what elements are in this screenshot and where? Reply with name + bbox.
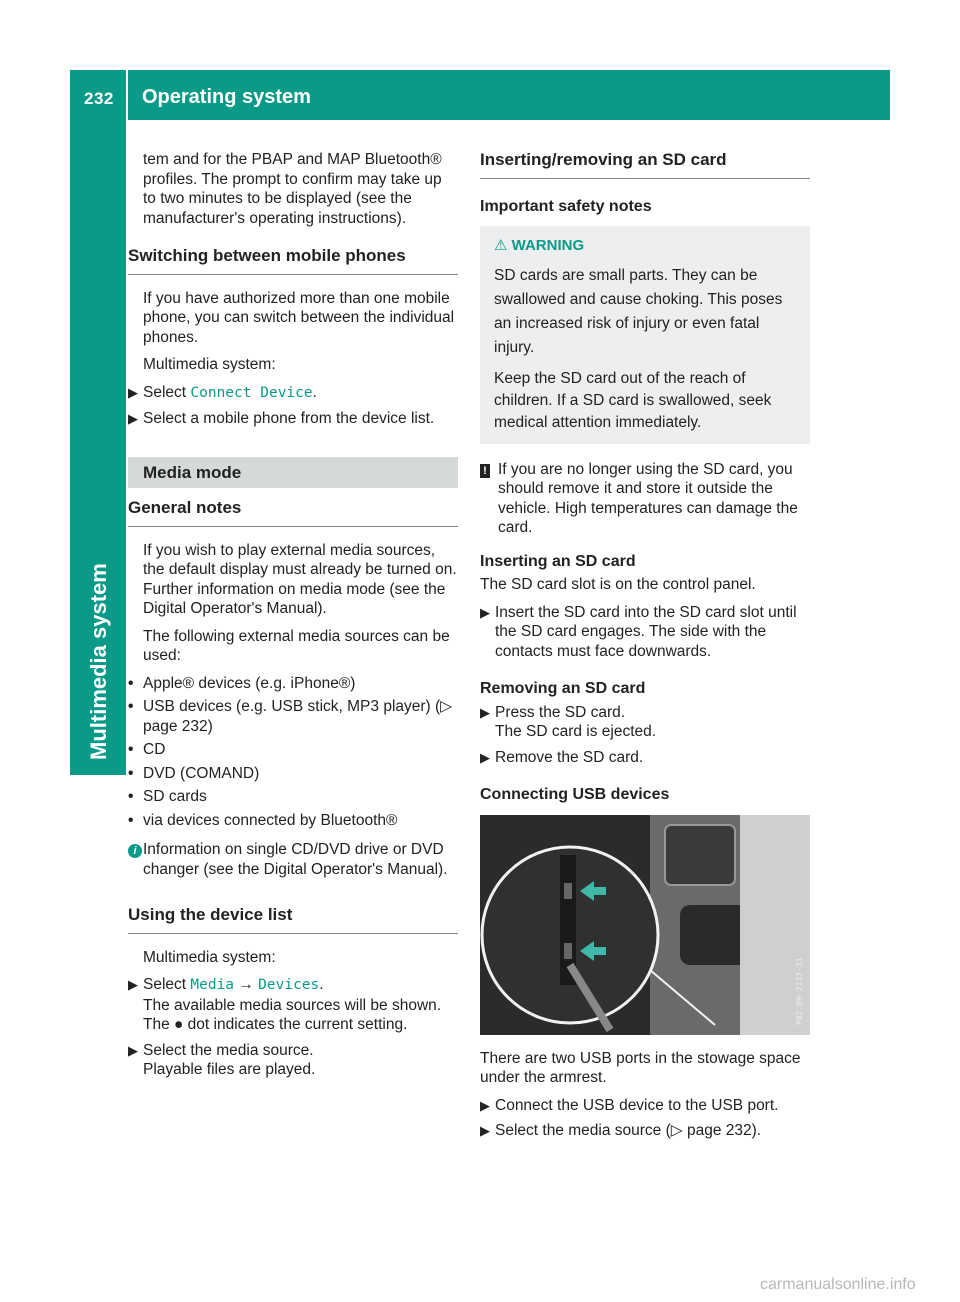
inserting-text: The SD card slot is on the control panel. [480, 576, 756, 593]
list-item: • USB devices (e.g. USB stick, MP3 player) (▷ page 232) [128, 698, 453, 735]
arrow-marker-icon: ▶ [128, 411, 138, 426]
media-link[interactable]: Media [190, 977, 235, 993]
intro-text: tem and for the PBAP and MAP Bluetooth® profiles. The prompt to confirm may take up to two minutes to be displayed (see the manufacturer's operating instructions). [143, 151, 442, 227]
section-label: Multimedia system [86, 563, 111, 760]
switching-heading: Switching between mobile phones [128, 246, 458, 275]
list-item: ▶ Remove the SD card. [480, 748, 644, 766]
warning-triangle-icon: ⚠ [494, 237, 508, 254]
media-mode-band: Media mode [128, 457, 458, 489]
list-item: • CD [128, 741, 166, 758]
list-item: • SD cards [128, 788, 207, 805]
general-text: If you wish to play external media sources, the default display must already be turned on. Further information on media mode (see the Digital Operator's Manual). [143, 541, 457, 617]
usb-text: There are two USB ports in the stowage space under the armrest. [480, 1049, 801, 1086]
arrow-marker-icon: ▶ [128, 977, 138, 992]
device-list-heading: Using the device list [128, 905, 458, 934]
list-item: ▶ Select a mobile phone from the device list. [128, 410, 435, 427]
arrow-marker-icon: ▶ [480, 1097, 490, 1113]
sd-card-heading: Inserting/removing an SD card [480, 150, 810, 179]
arrow-marker-icon: ▶ [480, 604, 490, 620]
arrow-marker-icon: ▶ [128, 384, 138, 400]
usb-ports-photo [480, 815, 810, 1035]
exclamation-icon: ! [480, 460, 500, 480]
info-note: i Information on single CD/DVD drive or DVD changer (see the Digital Operator's Manual). [128, 840, 458, 879]
arrow-marker-icon: ▶ [480, 704, 490, 720]
list-item: ▶ Select the media source. Playable files are played. [128, 1041, 316, 1078]
warning-text-2: Keep the SD card out of the reach of children. If a SD card is swallowed, seek medical attention immediately. [494, 369, 772, 431]
devices-link[interactable]: Devices [258, 977, 320, 993]
switching-text: If you have authorized more than one mobile phone, you can switch between the individual phones. [143, 289, 455, 346]
list-item: ▶ Select Connect Device. [128, 383, 317, 401]
safety-heading: Important safety notes [480, 197, 652, 215]
arrow-marker-icon: ▶ [480, 749, 490, 765]
list-item: ▶ Insert the SD card into the SD card slot until the SD card engages. The side with the contacts must face downwards. [480, 603, 797, 660]
page-header [70, 70, 890, 120]
image-code: P82.89-2137-31 [795, 957, 804, 1025]
info-icon: i [128, 840, 148, 860]
list-item: ▶ Select Media → Devices. The available media sources will be shown. The ● dot indicates the current setting. [128, 976, 442, 1033]
warning-box [480, 226, 810, 444]
general-notes-heading: General notes [128, 498, 458, 527]
section-sidebar [70, 120, 126, 775]
warning-text-1: SD cards are small parts. They can be swallowed and cause choking. This poses an increased risk of injury or even fatal injury. [494, 266, 783, 356]
right-column [480, 150, 810, 1147]
page-title: Operating system [142, 86, 311, 108]
list-item: ▶ Connect the USB device to the USB port. [480, 1096, 779, 1114]
arrow-marker-icon: ▶ [480, 1123, 490, 1138]
list-item: ▶ Press the SD card. The SD card is ejected. [480, 703, 657, 740]
connect-device-link[interactable]: Connect Device [190, 384, 313, 401]
usb-heading: Connecting USB devices [480, 786, 670, 803]
list-item: • Apple® devices (e.g. iPhone®) [128, 674, 356, 692]
removing-heading: Removing an SD card [480, 680, 646, 697]
usb-photo-illustration [480, 815, 810, 1035]
general-sources-intro: The following external media sources can be used: [143, 627, 450, 664]
list-item: • DVD (COMAND) [128, 764, 260, 782]
arrow-marker-icon: ▶ [128, 1042, 138, 1058]
watermark: carmanualsonline.info [760, 1276, 916, 1293]
page-number: 232 [84, 89, 114, 108]
inserting-heading: Inserting an SD card [480, 552, 636, 570]
damage-notice: ! If you are no longer using the SD card, you should remove it and store it outside the vehicle. High temperatures can damage the card. [480, 460, 810, 538]
device-list-system-label: Multimedia system: [143, 948, 276, 966]
switching-system-label: Multimedia system: [143, 356, 276, 373]
warning-header: ⚠ WARNING [494, 237, 585, 254]
header-divider [126, 70, 128, 120]
list-item: ▶ Select the media source (▷ page 232). [480, 1122, 762, 1139]
list-item: • via devices connected by Bluetooth® [128, 811, 398, 829]
left-column [128, 150, 458, 1086]
